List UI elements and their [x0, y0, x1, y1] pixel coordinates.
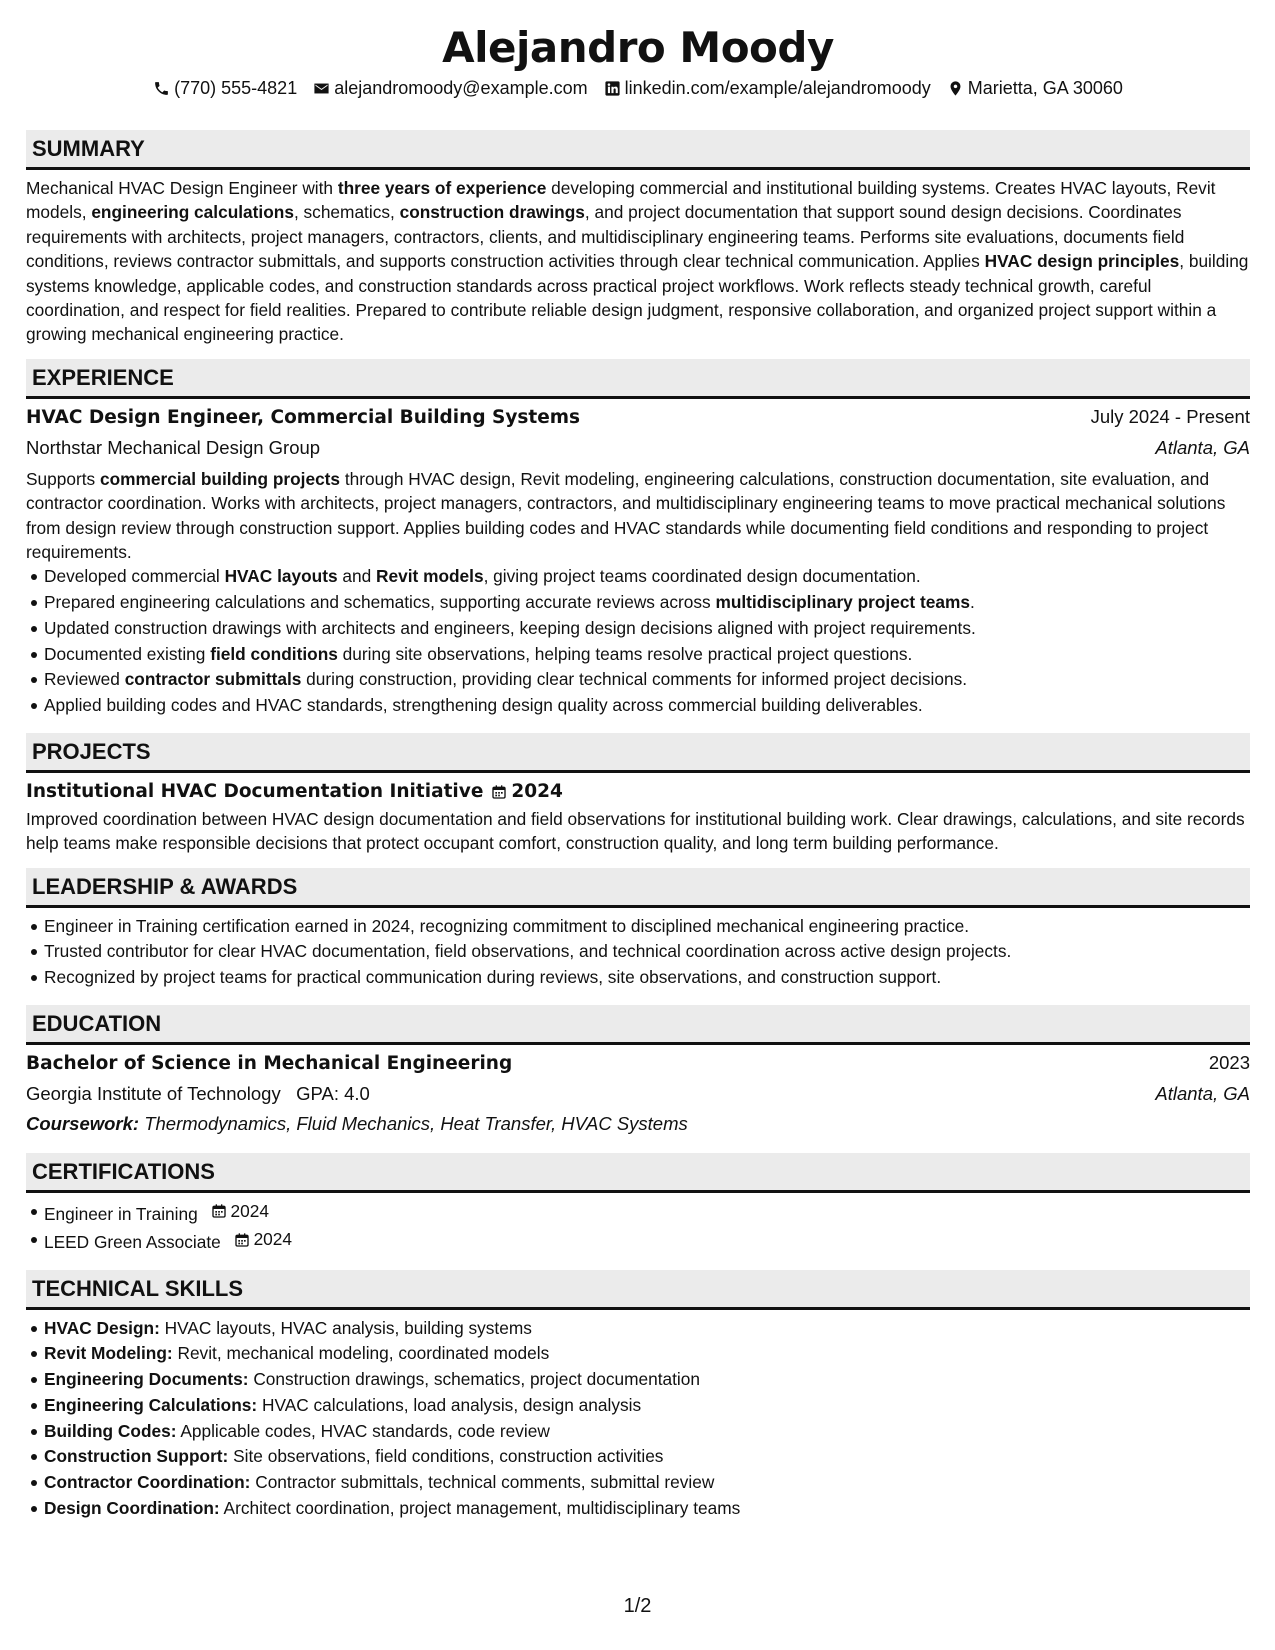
school-info — [26, 1079, 370, 1109]
degree-row — [26, 1049, 1250, 1079]
page-number: 1/2 — [623, 1595, 652, 1617]
emphasis-text: three years of experience — [337, 178, 547, 198]
skills-section — [26, 1270, 1250, 1522]
text-run: Updated construction drawings with architects and engineers, keeping design decisions aligned with project requirements. — [44, 617, 976, 638]
text-run: Prepared engineering calculations and schematics, supporting accurate reviews across — [44, 592, 716, 613]
location-text: Marietta, GA 30060 — [967, 78, 1123, 98]
experience-section — [26, 359, 1250, 719]
skill-item — [44, 1316, 1250, 1342]
linkedin-icon — [604, 80, 621, 97]
text-run: , schematics, — [293, 202, 400, 223]
list-item: Recognized by project teams for practical communication during reviews, site observations, and construction support. — [44, 965, 1250, 991]
projects-section — [26, 733, 1250, 856]
skill-label: Building Codes: — [44, 1420, 177, 1441]
contact-bar — [26, 76, 1250, 100]
text-run: through HVAC design, Revit modeling, engineering calculations, construction documentation, site evaluation, and contractor coordination. Works with architects, project managers, contractors, and multidisciplinary engineering teams to move practical mechanical solutions from design review through construction support. Applies building codes and HVAC standards while documenting field conditions and responding to project requirements. — [26, 468, 1226, 563]
cert-name: LEED Green Associate — [44, 1232, 221, 1252]
skill-item — [44, 1470, 1250, 1496]
text-run: , building systems knowledge, applicable codes, and construction standards across practical project workflows. Work reflects steady technical growth, careful coordination, and respect for field realities. Prepared to contribute reliable design judgment, responsive collaboration, and organized project support within a growing mechanical engineering practice. — [26, 251, 1249, 345]
school-location: Atlanta, GA — [1155, 1082, 1250, 1104]
skill-value: HVAC layouts, HVAC analysis, building systems — [164, 1317, 532, 1338]
emphasis-text: HVAC layouts — [224, 566, 338, 587]
email-link[interactable]: alejandromoody@example.com — [334, 78, 588, 98]
job-bullets — [26, 564, 1250, 718]
skill-label: HVAC Design: — [44, 1317, 160, 1338]
text-run: Developed commercial — [44, 566, 225, 587]
graduation-year: 2023 — [1208, 1051, 1250, 1073]
certifications-section — [26, 1153, 1250, 1256]
linkedin-link[interactable]: linkedin.com/example/alejandromoody — [624, 78, 931, 98]
section-heading: LEADERSHIP & AWARDS — [26, 868, 1250, 908]
skill-label: Engineering Calculations: — [44, 1394, 258, 1415]
education-section — [26, 1005, 1250, 1139]
skill-item — [44, 1341, 1250, 1367]
section-heading: CERTIFICATIONS — [26, 1153, 1250, 1193]
skill-item — [44, 1496, 1250, 1522]
contact-linkedin[interactable] — [604, 76, 931, 100]
cert-year: 2024 — [230, 1200, 269, 1221]
skill-value: HVAC calculations, load analysis, design analysis — [261, 1394, 642, 1415]
list-item — [44, 616, 1250, 642]
school-row — [26, 1079, 1250, 1109]
contact-phone — [153, 76, 297, 100]
text-run: during site observations, helping teams resolve practical project questions. — [337, 643, 913, 664]
cert-date — [211, 1199, 269, 1225]
skill-label: Revit Modeling: — [44, 1343, 173, 1364]
skill-item — [44, 1419, 1250, 1445]
list-item: Trusted contributor for clear HVAC documentation, field observations, and technical coordination across active design projects. — [44, 939, 1250, 965]
skill-label: Construction Support: — [44, 1446, 229, 1467]
cert-name: Engineer in Training — [44, 1203, 198, 1224]
skill-item — [44, 1444, 1250, 1470]
emphasis-text: construction drawings — [399, 202, 585, 223]
text-run: , and project documentation that support sound design decisions. Coordinates requirements with architects, project managers, contractors, clients, and multidisciplinary engineering teams. Performs site evaluations, documents field conditions, reviews contractor submittals, and supports construction activities through clear technical communication. Applies — [26, 202, 1185, 272]
skill-value: Contractor submittals, technical comments, submittal review — [255, 1471, 715, 1492]
list-item: Engineer in Training certification earned in 2024, recognizing commitment to disciplined mechanical engineering practice. — [44, 914, 1250, 940]
job-description — [26, 467, 1250, 565]
candidate-name: Alejandro Moody — [442, 23, 834, 72]
resume-page — [26, 22, 1250, 1521]
skill-item — [44, 1393, 1250, 1419]
emphasis-text: multidisciplinary project teams — [715, 592, 970, 613]
coursework-list: Thermodynamics, Fluid Mechanics, Heat Transfer, HVAC Systems — [144, 1112, 688, 1134]
skill-value: Revit, mechanical modeling, coordinated models — [177, 1343, 550, 1364]
leadership-bullets — [26, 914, 1250, 991]
map-pin-icon — [947, 80, 964, 97]
list-item — [44, 693, 1250, 719]
leadership-section — [26, 868, 1250, 991]
job-header — [26, 403, 1250, 433]
list-item — [44, 1227, 1250, 1256]
skill-value: Architect coordination, project management, multidisciplinary teams — [223, 1497, 741, 1518]
job-company-row — [26, 433, 1250, 463]
summary-section — [26, 130, 1250, 347]
emphasis-text: commercial building projects — [99, 468, 341, 489]
skills-list — [26, 1316, 1250, 1522]
list-item — [44, 667, 1250, 693]
coursework-row — [26, 1109, 1250, 1139]
phone-icon — [153, 80, 170, 97]
list-item — [44, 564, 1250, 590]
project-date — [491, 777, 563, 807]
text-run: Supports — [26, 468, 100, 489]
company-name: Northstar Mechanical Design Group — [26, 436, 321, 458]
text-run: Reviewed — [44, 669, 125, 690]
list-item — [44, 642, 1250, 668]
school-name: Georgia Institute of Technology — [26, 1082, 281, 1104]
skill-label: Contractor Coordination: — [44, 1471, 251, 1492]
summary-text — [26, 176, 1250, 347]
emphasis-text: Revit models — [376, 566, 484, 587]
text-run: Mechanical HVAC Design Engineer with — [26, 178, 338, 198]
section-heading: EXPERIENCE — [26, 359, 1250, 399]
list-item — [44, 590, 1250, 616]
degree-title: Bachelor of Science in Mechanical Engineering — [26, 1052, 513, 1074]
skill-label: Engineering Documents: — [44, 1369, 249, 1390]
contact-location — [947, 76, 1123, 100]
contact-email[interactable] — [313, 76, 587, 100]
phone-text: (770) 555-4821 — [174, 78, 298, 98]
text-run: Applied building codes and HVAC standards, strengthening design quality across commercial building deliverables. — [44, 694, 923, 715]
certifications-list — [26, 1199, 1250, 1256]
calendar-icon — [211, 1203, 227, 1219]
emphasis-text: engineering calculations — [91, 202, 294, 223]
skill-label: Design Coordination: — [44, 1497, 220, 1518]
emphasis-text: HVAC design principles — [984, 251, 1180, 272]
emphasis-text: field conditions — [210, 643, 338, 664]
gpa: GPA: 4.0 — [296, 1082, 370, 1104]
skill-value: Construction drawings, schematics, project documentation — [253, 1369, 700, 1390]
section-heading: PROJECTS — [26, 733, 1250, 773]
job-title: HVAC Design Engineer, Commercial Building Systems — [26, 406, 581, 428]
section-heading: TECHNICAL SKILLS — [26, 1270, 1250, 1310]
text-run: and — [337, 566, 377, 587]
text-run: . — [969, 592, 975, 613]
emphasis-text: contractor submittals — [124, 669, 302, 690]
coursework-label: Coursework: — [26, 1112, 140, 1134]
envelope-icon — [313, 80, 330, 97]
job-dates: July 2024 - Present — [1090, 405, 1250, 427]
section-heading: EDUCATION — [26, 1005, 1250, 1045]
project-title: Institutional HVAC Documentation Initiative — [26, 780, 484, 802]
section-heading: SUMMARY — [26, 130, 1250, 170]
project-year: 2024 — [511, 780, 563, 802]
text-run: Documented existing — [44, 643, 211, 664]
skill-value: Site observations, field conditions, construction activities — [233, 1446, 664, 1467]
list-item — [44, 1199, 1250, 1228]
project-description: Improved coordination between HVAC design documentation and field observations for institutional building work. Clear drawings, calculations, and site records help teams make responsible decisions that protect occupant comfort, construction quality, and long term building performance. — [26, 808, 1245, 854]
cert-date — [234, 1227, 292, 1253]
job-location: Atlanta, GA — [1155, 436, 1250, 458]
cert-year: 2024 — [253, 1229, 293, 1250]
skill-item — [44, 1367, 1250, 1393]
skill-value: Applicable codes, HVAC standards, code review — [180, 1420, 550, 1441]
text-run: during construction, providing clear technical comments for informed project decisions. — [301, 669, 968, 690]
project-title-row — [26, 777, 1250, 807]
text-run: developing commercial and institutional building systems. Creates HVAC layouts, Revit models, — [26, 178, 1216, 223]
calendar-icon — [491, 784, 507, 800]
text-run: , giving project teams coordinated design documentation. — [483, 566, 921, 587]
calendar-icon — [234, 1232, 250, 1248]
